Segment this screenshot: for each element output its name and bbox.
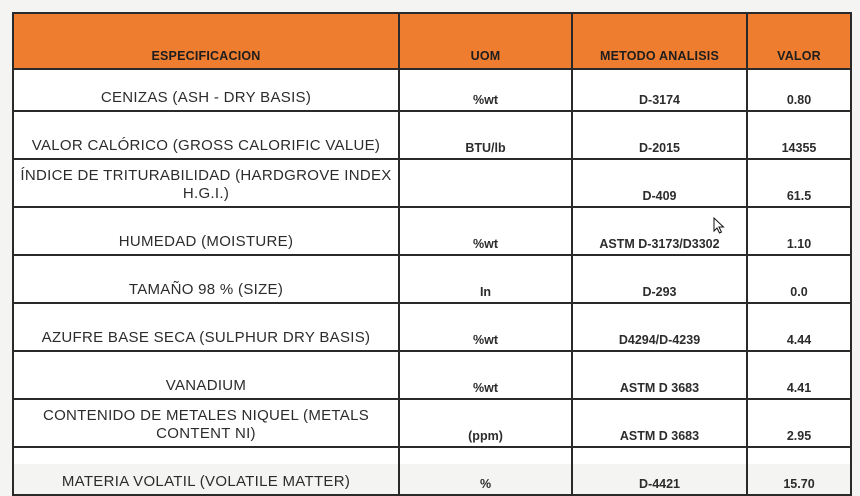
uom-cell [399, 159, 572, 207]
value-cell: 15.70 [747, 447, 851, 495]
spec-name: AZUFRE BASE SECA (SULPHUR DRY BASIS) [13, 303, 399, 351]
method-cell: D-293 [572, 255, 747, 303]
spec-name: CENIZAS (ASH - DRY BASIS) [13, 69, 399, 111]
table-row [13, 351, 851, 399]
table-row [13, 303, 851, 351]
spec-name: VALOR CALÓRICO (GROSS CALORIFIC VALUE) [13, 111, 399, 159]
table-row [13, 399, 851, 447]
spec-name: TAMAÑO 98 % (SIZE) [13, 255, 399, 303]
uom-cell: In [399, 255, 572, 303]
method-cell: ASTM D 3683 [572, 399, 747, 447]
value-cell: 2.95 [747, 399, 851, 447]
method-cell: ASTM D 3683 [572, 351, 747, 399]
method-cell: D-4421 [572, 447, 747, 495]
uom-cell: %wt [399, 69, 572, 111]
header-uom: UOM [399, 13, 572, 69]
method-cell: D-409 [572, 159, 747, 207]
uom-cell: BTU/lb [399, 111, 572, 159]
spec-name: CONTENIDO DE METALES NIQUEL (METALS CONTENT NI) [13, 399, 399, 447]
specification-table [12, 12, 852, 496]
method-cell: ASTM D-3173/D3302 [572, 207, 747, 255]
uom-cell: %wt [399, 303, 572, 351]
value-cell: 0.80 [747, 69, 851, 111]
table-row [13, 111, 851, 159]
header-specification: ESPECIFICACION [13, 13, 399, 69]
uom-cell: %wt [399, 351, 572, 399]
mouse-pointer-icon [713, 217, 725, 234]
value-cell: 1.10 [747, 207, 851, 255]
table-row [13, 159, 851, 207]
table-row [13, 207, 851, 255]
spec-name: HUMEDAD (MOISTURE) [13, 207, 399, 255]
value-cell: 14355 [747, 111, 851, 159]
table-row [13, 255, 851, 303]
table-row [13, 69, 851, 111]
header-method: METODO ANALISIS [572, 13, 747, 69]
value-cell: 4.41 [747, 351, 851, 399]
spec-name: VANADIUM [13, 351, 399, 399]
method-cell: D4294/D-4239 [572, 303, 747, 351]
method-cell: D-3174 [572, 69, 747, 111]
value-cell: 61.5 [747, 159, 851, 207]
document-sheet [12, 12, 850, 491]
spec-name: ÍNDICE DE TRITURABILIDAD (HARDGROVE INDEX H.G.I.) [13, 159, 399, 207]
uom-cell: % [399, 447, 572, 495]
value-cell: 0.0 [747, 255, 851, 303]
header-value: VALOR [747, 13, 851, 69]
spec-name: MATERIA VOLATIL (VOLATILE MATTER) [13, 447, 399, 495]
uom-cell: %wt [399, 207, 572, 255]
table-header-row [13, 13, 851, 69]
value-cell: 4.44 [747, 303, 851, 351]
uom-cell: (ppm) [399, 399, 572, 447]
table-row [13, 447, 851, 495]
method-cell: D-2015 [572, 111, 747, 159]
